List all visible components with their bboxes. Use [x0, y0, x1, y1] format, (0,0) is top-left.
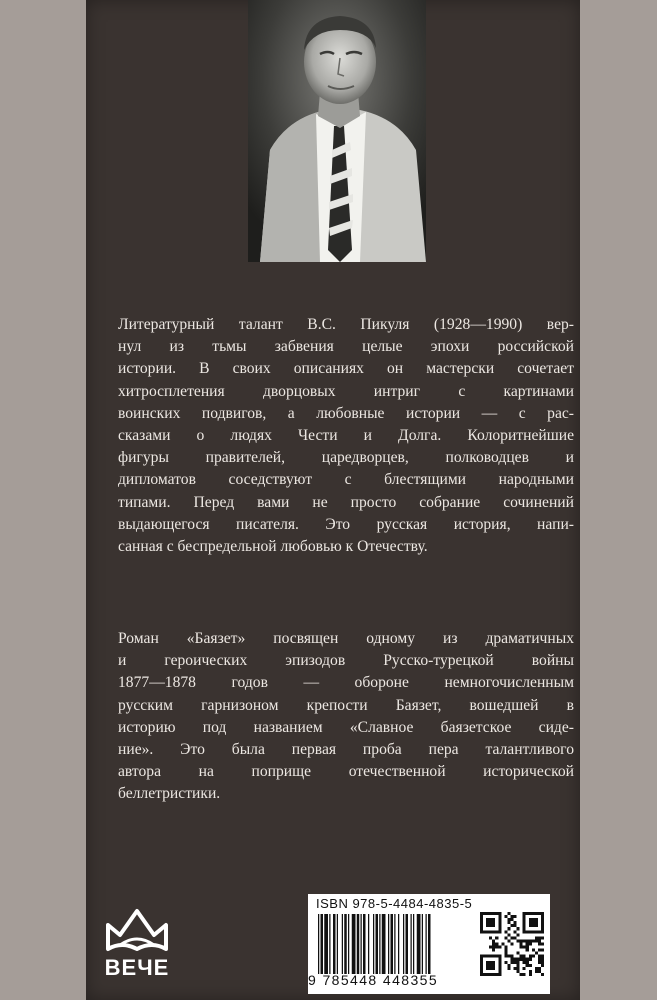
barcode-bar	[324, 914, 328, 974]
qr-module	[492, 946, 495, 949]
qr-module	[529, 942, 532, 945]
qr-module	[507, 955, 510, 958]
qr-module	[526, 942, 529, 945]
qr-module	[489, 936, 492, 939]
qr-module	[526, 939, 529, 942]
qr-module	[507, 912, 510, 915]
barcode-bar	[333, 914, 336, 974]
qr-module	[538, 958, 541, 961]
barcode-bar	[348, 914, 349, 974]
barcode-bar	[403, 914, 404, 974]
barcode-digits: 9 785448 448355	[308, 972, 438, 988]
qr-module	[501, 942, 504, 945]
qr-module	[538, 970, 541, 973]
qr-module	[517, 961, 520, 964]
description-line: истории. В своих описаниях он мастерски сочетает	[118, 360, 574, 378]
qr-module	[538, 936, 541, 939]
qr-module	[492, 939, 495, 942]
barcode-bar	[357, 914, 360, 974]
barcode-bar	[318, 914, 319, 974]
qr-module	[517, 958, 520, 961]
barcode-bar	[388, 914, 389, 974]
qr-module	[510, 915, 513, 918]
qr-module	[535, 939, 538, 942]
annotation-line: русским гарнизоном крепости Баязет, вошедшей в	[118, 696, 574, 714]
barcode-bar	[406, 914, 409, 974]
qr-module	[514, 936, 517, 939]
qr-module	[529, 970, 532, 973]
qr-module	[520, 955, 523, 958]
barcode-bar	[376, 914, 379, 974]
qr-module	[520, 958, 523, 961]
qr-module	[520, 946, 523, 949]
qr-module	[541, 949, 544, 952]
qr-module	[541, 936, 544, 939]
qr-module	[507, 927, 510, 930]
qr-module	[520, 939, 523, 942]
author-description	[118, 314, 574, 558]
qr-module	[489, 946, 492, 949]
qr-module	[538, 939, 541, 942]
qr-module	[510, 924, 513, 927]
qr-module	[517, 964, 520, 967]
barcode-bar	[422, 914, 423, 974]
barcode-bar	[411, 914, 412, 974]
qr-module	[529, 958, 532, 961]
qr-module	[514, 915, 517, 918]
qr-module	[504, 936, 507, 939]
isbn-number: ISBN 978-5-4484-4835-5	[316, 896, 473, 911]
qr-module	[541, 955, 544, 958]
qr-module	[529, 973, 532, 976]
barcode-bar	[373, 914, 374, 974]
description-line: типами. Перед вами не просто собрание сочинений	[118, 493, 574, 511]
qr-module	[514, 924, 517, 927]
barcode	[316, 914, 472, 974]
qr-module	[504, 952, 507, 955]
description-line: сказами о людях Чести и Долга. Колоритнейшие	[118, 427, 574, 445]
qr-module	[507, 967, 510, 970]
qr-module	[541, 964, 544, 967]
qr-module	[529, 955, 532, 958]
qr-module	[504, 961, 507, 964]
qr-module	[526, 964, 529, 967]
isbn-panel	[308, 894, 550, 994]
qr-module	[541, 958, 544, 961]
barcode-bar	[382, 914, 386, 974]
qr-module	[514, 921, 517, 924]
annotation-line: 1877—1878 годов — обороне немногочисленным	[118, 674, 574, 692]
qr-module	[523, 939, 526, 942]
qr-module	[507, 918, 510, 921]
qr-module	[517, 952, 520, 955]
qr-module	[514, 967, 517, 970]
qr-module	[504, 949, 507, 952]
annotation-line: историю под названием «Славное баязетское сиде-	[118, 718, 574, 736]
qr-module	[517, 927, 520, 930]
qr-module	[526, 958, 529, 961]
barcode-bar	[344, 914, 347, 974]
qr-module	[529, 918, 538, 927]
barcode-bar	[394, 914, 395, 974]
qr-module	[538, 955, 541, 958]
qr-module	[510, 961, 513, 964]
qr-module	[495, 946, 498, 949]
qr-module	[520, 973, 523, 976]
qr-code-icon	[480, 912, 544, 976]
annotation-line: и героических эпизодов Русско-турецкой войны	[118, 652, 574, 670]
qr-module	[529, 939, 532, 942]
description-line: нул из тьмы забвения целые эпохи российской	[118, 338, 574, 356]
qr-module	[492, 949, 495, 952]
barcode-bar	[391, 914, 394, 974]
qr-module	[514, 958, 517, 961]
qr-module	[523, 958, 526, 961]
qr-module	[532, 939, 535, 942]
publisher-name: ВЕЧЕ	[104, 955, 170, 980]
qr-module	[517, 967, 520, 970]
description-line: дипломатов соседствуют с блестящими народными	[118, 471, 574, 489]
qr-module	[517, 933, 520, 936]
qr-module	[523, 946, 526, 949]
description-line: Литературный талант В.С. Пикуля (1928—1990) вер-	[118, 316, 574, 333]
qr-module	[514, 961, 517, 964]
description-line: санная с беспредельной любовью к Отечеству.	[118, 538, 428, 556]
qr-module	[523, 973, 526, 976]
barcode-bar	[361, 914, 362, 974]
qr-module	[507, 939, 510, 942]
barcode-bar	[417, 914, 421, 974]
qr-module	[535, 967, 538, 970]
description-line: хитросплетения дворцовых интриг с картинами	[118, 382, 574, 400]
qr-module	[504, 915, 507, 918]
qr-module	[486, 918, 495, 927]
qr-module	[538, 949, 541, 952]
qr-module	[535, 952, 538, 955]
qr-module	[541, 942, 544, 945]
barcode-bar	[321, 914, 324, 974]
qr-module	[541, 961, 544, 964]
barcode-bar	[337, 914, 338, 974]
qr-module	[495, 936, 498, 939]
qr-module	[520, 942, 523, 945]
annotation-line: автора на поприще отечественной исторической	[118, 763, 574, 781]
barcode-bar	[352, 914, 356, 974]
qr-module	[523, 955, 526, 958]
qr-module	[529, 964, 532, 967]
novel-annotation	[118, 628, 574, 806]
qr-module	[538, 961, 541, 964]
qr-module	[507, 964, 510, 967]
qr-module	[538, 942, 541, 945]
qr-module	[535, 970, 538, 973]
barcode-bar	[426, 914, 427, 974]
description-line: выдающегося писателя. Это русская история, напи-	[118, 515, 574, 533]
qr-module	[507, 921, 510, 924]
qr-module	[510, 942, 513, 945]
qr-module	[523, 967, 526, 970]
qr-module	[492, 942, 495, 945]
qr-module	[526, 961, 529, 964]
author-portrait-image	[248, 0, 426, 262]
qr-module	[538, 967, 541, 970]
author-photo	[248, 0, 426, 262]
qr-module	[514, 930, 517, 933]
annotation-line: Роман «Баязет» посвящен одному из драматичных	[118, 630, 574, 647]
barcode-bar	[413, 914, 414, 974]
barcode-bar	[363, 914, 366, 974]
qr-module	[495, 942, 498, 945]
barcode-bar	[398, 914, 399, 974]
qr-module	[507, 933, 510, 936]
qr-module	[523, 961, 526, 964]
annotation-line: беллетристики.	[118, 785, 221, 803]
qr-module	[504, 946, 507, 949]
barcode-bar	[342, 914, 343, 974]
barcode-bar	[329, 914, 330, 974]
qr-module	[517, 970, 520, 973]
barcode-bar	[368, 914, 369, 974]
barcode-bar	[379, 914, 380, 974]
annotation-line: ние». Это была первая проба пера талантливого	[118, 741, 574, 759]
qr-module	[532, 949, 535, 952]
qr-module	[526, 949, 529, 952]
qr-module	[535, 936, 538, 939]
qr-module	[510, 958, 513, 961]
qr-module	[510, 936, 513, 939]
qr-module	[541, 973, 544, 976]
description-line: фигуры правителей, царедворцев, полководцев и	[118, 449, 574, 467]
qr-module	[526, 946, 529, 949]
qr-module	[532, 955, 535, 958]
qr-module	[486, 961, 495, 970]
qr-module	[498, 946, 501, 949]
barcode-bar	[428, 914, 431, 974]
qr-module	[517, 939, 520, 942]
qr-module	[510, 955, 513, 958]
qr-module	[504, 930, 507, 933]
qr-module	[504, 955, 507, 958]
description-line: воинских подвигов, а любовные истории — с рас-	[118, 404, 574, 422]
qr-module	[510, 918, 513, 921]
